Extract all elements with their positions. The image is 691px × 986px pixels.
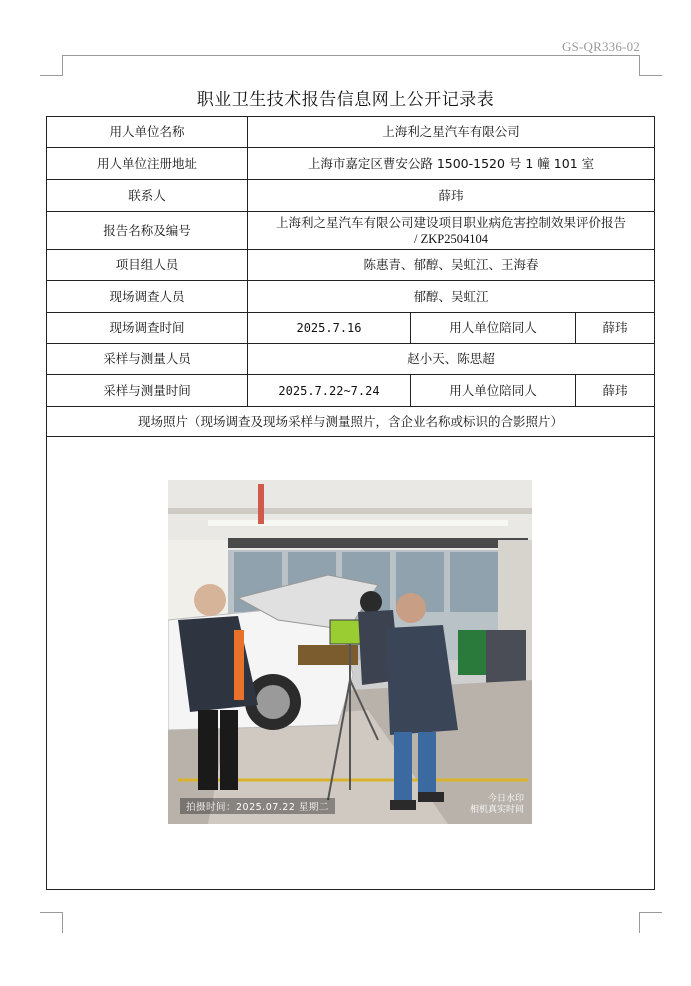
row-sampling-staff (47, 344, 654, 375)
row-team (47, 250, 654, 281)
survey-staff-label: 现场调查人员 (47, 281, 248, 312)
sampling-escort-label: 用人单位陪同人 (411, 375, 576, 406)
row-photos-header (47, 407, 654, 437)
report-label: 报告名称及编号 (47, 212, 248, 249)
row-survey-time (47, 313, 654, 344)
sampling-time-label: 采样与测量时间 (47, 375, 248, 406)
survey-escort-label: 用人单位陪同人 (411, 313, 576, 343)
employer-value: 上海利之星汽车有限公司 (382, 124, 520, 139)
sampling-staff-value: 赵小天、陈思超 (407, 351, 495, 366)
page-corner-mark (40, 55, 63, 76)
sampling-time-value: 2025.7.22~7.24 (248, 375, 411, 406)
row-sampling-time (47, 375, 654, 407)
row-report (47, 212, 654, 250)
site-photo (168, 480, 532, 824)
photo-timestamp: 拍摄时间：2025.07.22 星期二 (180, 798, 335, 814)
header-rule (62, 55, 639, 56)
watermark-line-2: 相机真实时间 (469, 805, 524, 815)
photo-watermark-brand (470, 794, 524, 816)
survey-time-value: 2025.7.16 (248, 313, 411, 343)
page-corner-mark (639, 912, 662, 933)
sampling-escort-value: 薛玮 (602, 382, 628, 398)
address-label: 用人单位注册地址 (47, 148, 248, 179)
contact-value: 薛玮 (438, 187, 464, 203)
row-contact (47, 180, 654, 212)
page-corner-mark (40, 912, 63, 933)
survey-time-label: 现场调查时间 (47, 313, 248, 343)
page-title: 职业卫生技术报告信息网上公开记录表 (196, 90, 495, 110)
team-value: 陈惠青、郁醇、吴虹江、王海春 (363, 257, 539, 272)
row-employer (47, 117, 654, 148)
photos-label: 现场照片（现场调查及现场采样与测量照片，含企业名称或标识的合影照片） (137, 413, 563, 429)
survey-escort-value: 薛玮 (602, 320, 628, 335)
address-value: 上海市嘉定区曹安公路 1500-1520 号 1 幢 101 室 (307, 155, 595, 171)
sampling-staff-label: 采样与测量人员 (47, 344, 248, 374)
row-address (47, 148, 654, 180)
employer-label: 用人单位名称 (47, 117, 248, 147)
document-code: GS-QR336-02 (561, 39, 640, 54)
contact-label: 联系人 (47, 180, 248, 211)
report-value (248, 212, 654, 249)
report-number: / ZKP2504104 (414, 231, 488, 246)
page-corner-mark (639, 55, 662, 76)
team-label: 项目组人员 (47, 250, 248, 280)
site-photo-image (168, 480, 532, 824)
row-survey-staff (47, 281, 654, 313)
report-name: 上海利之星汽车有限公司建设项目职业病危害控制效果评价报告 (275, 214, 626, 230)
watermark-line-1: 今日水印 (487, 794, 524, 804)
survey-staff-value: 郁醇、吴虹江 (413, 288, 489, 304)
